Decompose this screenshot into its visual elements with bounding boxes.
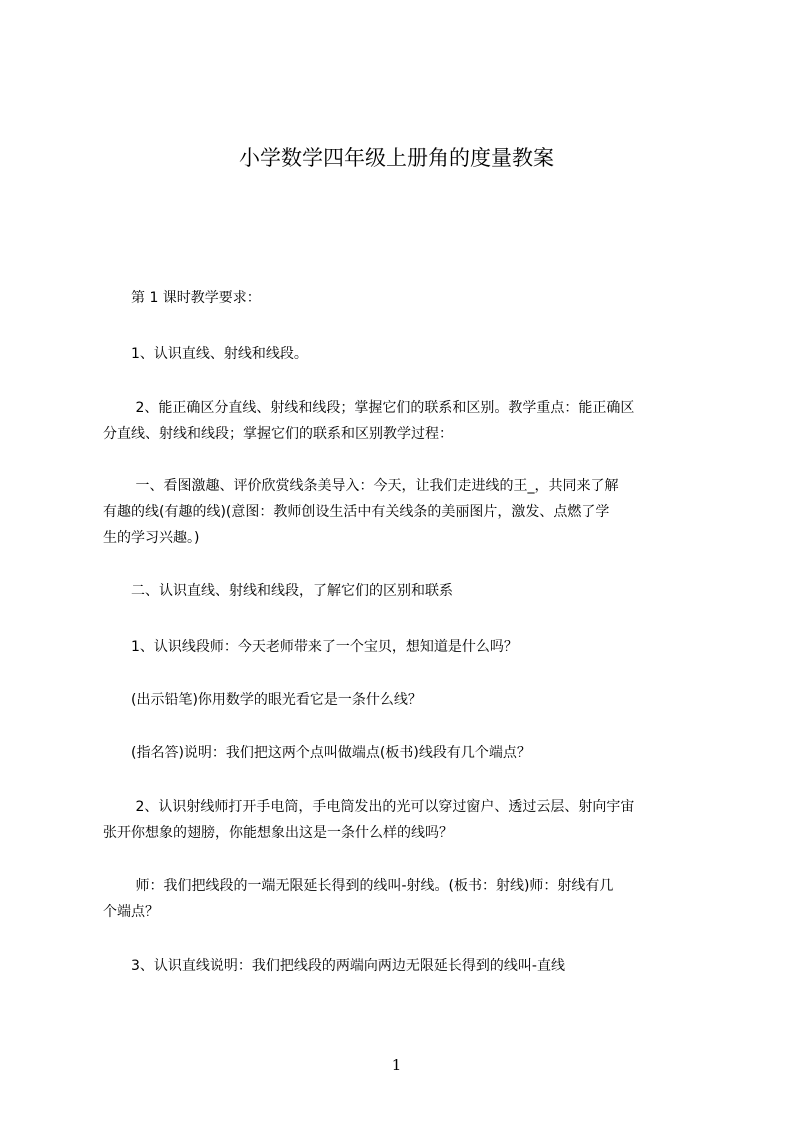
paragraph-line: 师：我们把线段的一端无限延长得到的线叫-射线。(板书：射线)师：射线有几 <box>103 878 614 894</box>
paragraph-9 <box>103 794 718 846</box>
page-number: 1 <box>391 1056 402 1074</box>
paragraph-11 <box>103 953 718 979</box>
paragraph-10 <box>103 873 718 925</box>
paragraph-line: 第 1 课时教学要求： <box>103 290 261 306</box>
paragraph-line: 有趣的线(有趣的线)(意图：教师创设生活中有关线条的美丽图片，激发、点燃了学 <box>103 504 610 520</box>
paragraph-line: 2、能正确区分直线、射线和线段；掌握它们的联系和区别。教学重点：能正确区 <box>103 400 635 416</box>
paragraph-line: 3、认识直线说明：我们把线段的两端向两边无限延长得到的线叫-直线 <box>103 958 565 974</box>
paragraph-line: (指名答)说明：我们把这两个点叫做端点(板书)线段有几个端点？ <box>103 745 531 761</box>
paragraph-1 <box>103 285 718 311</box>
paragraph-line: 分直线、射线和线段；掌握它们的联系和区别教学过程： <box>103 426 453 442</box>
document-title: 小学数学四年级上册角的度量教案 <box>239 146 554 170</box>
paragraph-8 <box>103 740 718 766</box>
paragraph-line: (出示铅笔)你用数学的眼光看它是一条什么线？ <box>103 692 422 708</box>
paragraph-6 <box>103 634 718 660</box>
paragraph-line: 1、认识线段师：今天老师带来了一个宝贝，想知道是什么吗？ <box>103 639 518 655</box>
paragraph-5 <box>103 578 718 604</box>
paragraph-line: 1、认识直线、射线和线段。 <box>103 346 308 362</box>
paragraph-7 <box>103 687 718 713</box>
paragraph-line: 张开你想象的翅膀，你能想象出这是一条什么样的线吗？ <box>103 825 453 841</box>
paragraph-line: 个端点？ <box>103 904 159 920</box>
paragraph-4 <box>103 473 718 551</box>
paragraph-line: 生的学习兴趣。) <box>103 530 200 546</box>
paragraph-3 <box>103 395 718 447</box>
paragraph-line: 二、认识直线、射线和线段，了解它们的区别和联系 <box>103 583 453 599</box>
paragraph-line: 2、认识射线师打开手电筒，手电筒发出的光可以穿过窗户、透过云层、射向宇宙 <box>103 799 635 815</box>
paragraph-2 <box>103 341 718 367</box>
paragraph-line: 一、看图激趣、评价欣赏线条美导入：今天，让我们走进线的王_，共同来了解 <box>103 478 619 494</box>
